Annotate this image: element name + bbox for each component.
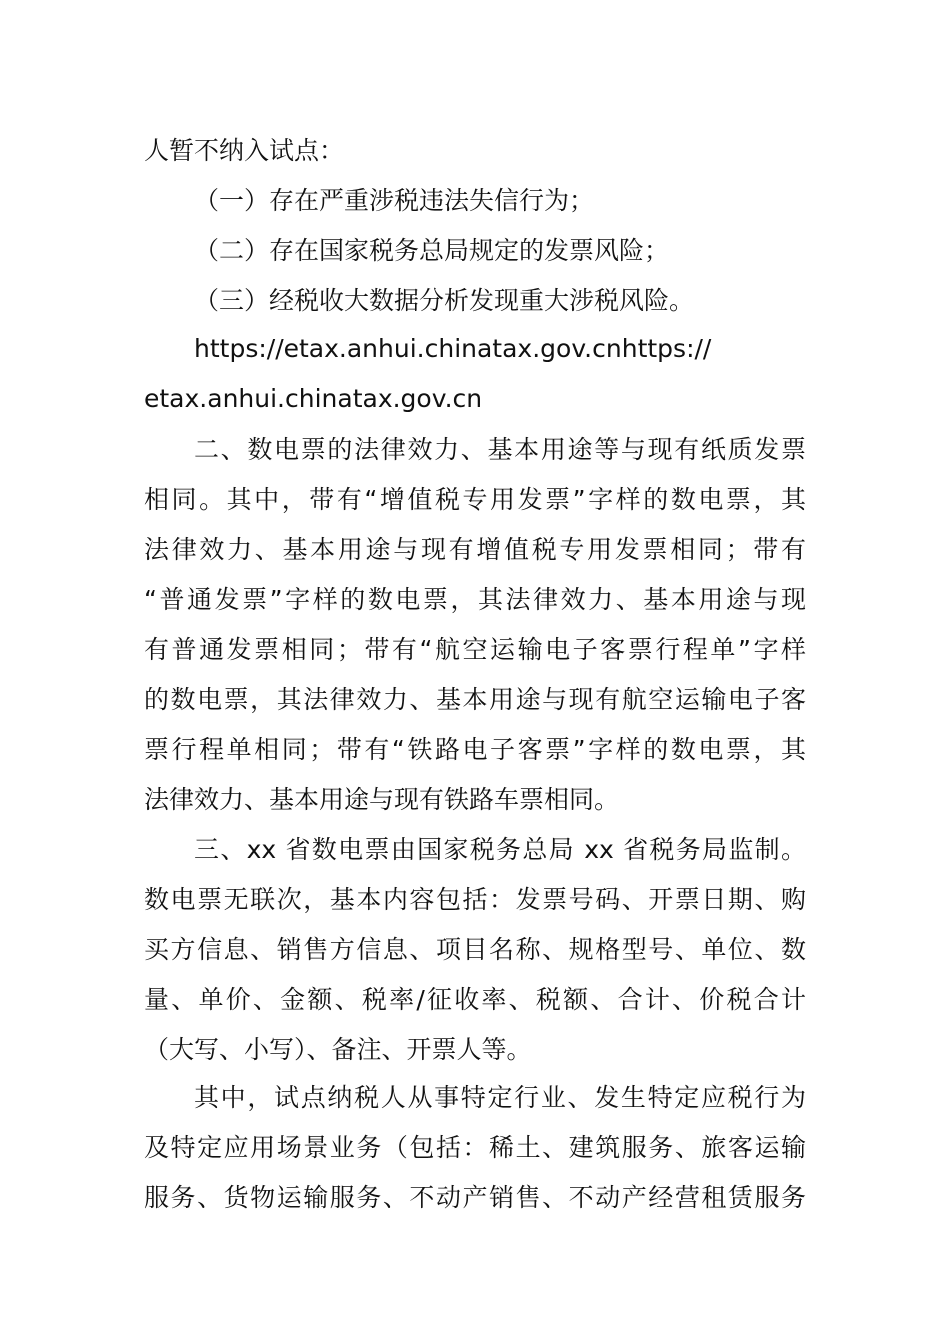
paragraph-4-line: 服务、货物运输服务、不动产销售、不动产经营租赁服务 (144, 1183, 806, 1212)
paragraph-3-line: 数电票无联次，基本内容包括：发票号码、开票日期、购 (144, 885, 806, 914)
paragraph-3-line: 量、单价、金额、税率/征收率、税额、合计、价税合计 (144, 985, 806, 1014)
paragraph-4-line: 其中，试点纳税人从事特定行业、发生特定应税行为 (194, 1083, 806, 1112)
paragraph-2-line: 法律效力、基本用途与现有铁路车票相同。 (144, 785, 620, 814)
url-text: https://etax.anhui.chinatax.gov.cnhttps:// (194, 334, 712, 363)
url-text-continued: etax.anhui.chinatax.gov.cn (144, 384, 483, 413)
paragraph-2-line: 二、数电票的法律效力、基本用途等与现有纸质发票 (194, 435, 806, 464)
list-item-1: （一）存在严重涉税违法失信行为； (194, 186, 595, 215)
paragraph-3-line: （大写、小写）、备注、开票人等。 (144, 1035, 532, 1064)
paragraph-2-line: 相同。其中，带有“增值税专用发票”字样的数电票，其 (144, 485, 806, 514)
text-line: 人暂不纳入试点： (144, 136, 345, 165)
paragraph-3-line: 买方信息、销售方信息、项目名称、规格型号、单位、数 (144, 935, 806, 964)
paragraph-3-line: 三、xx 省数电票由国家税务总局 xx 省税务局监制。 (194, 835, 806, 864)
paragraph-2-line: 票行程单相同；带有“铁路电子客票”字样的数电票，其 (144, 735, 806, 764)
paragraph-2-line: “普通发票”字样的数电票，其法律效力、基本用途与现 (144, 585, 806, 614)
paragraph-2-line: 法律效力、基本用途与现有增值税专用发票相同；带有 (144, 535, 806, 564)
paragraph-2-line: 有普通发票相同；带有“航空运输电子客票行程单”字样 (144, 635, 806, 664)
list-item-2: （二）存在国家税务总局规定的发票风险； (194, 236, 670, 265)
list-item-3: （三）经税收大数据分析发现重大涉税风险。 (194, 286, 695, 315)
paragraph-2-line: 的数电票，其法律效力、基本用途与现有航空运输电子客 (144, 685, 806, 714)
paragraph-4-line: 及特定应用场景业务（包括：稀土、建筑服务、旅客运输 (144, 1133, 806, 1162)
